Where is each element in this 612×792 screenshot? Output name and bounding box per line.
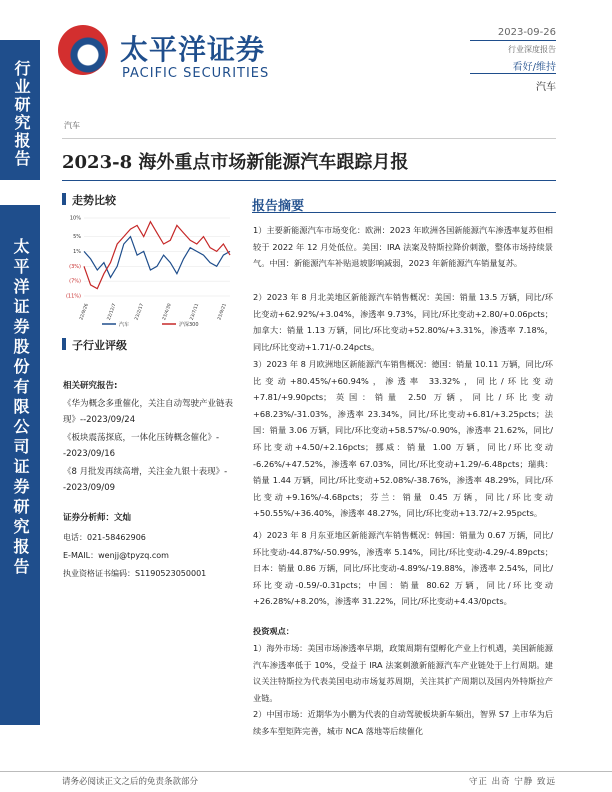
category-label: 汽车 <box>64 121 80 130</box>
rating-section-bar <box>62 338 66 350</box>
related-report-3[interactable]: 《8 月批发再续高增，关注金九银十表现》--2023/09/09 <box>63 467 228 493</box>
summary-para-4: 4）2023 年 8 月东亚地区新能源汽车销售概况：韩国：销量为 0.67 万辆，同比/环比变动-44.87%/-50.99%，渗透率 5.14%，同比/环比变动-4.29/-4.89pcts；日本：销量 0.86 万辆，同比/环比变动-4.89%/-19.88%，渗透率 2.54%，同比/环比变动-0.59/-0.31pcts；中国：销量 80.62 万辆，同比/环比变动+26.28%/+8.20%，渗透率 31.22%，同比/环比变动+4.43/0pcts。 <box>253 530 553 607</box>
summary-divider <box>252 212 556 213</box>
title-divider-bottom <box>62 180 556 181</box>
industry-rating: 看好/维持 <box>512 62 556 73</box>
y-tick-label: (3%) <box>69 263 81 270</box>
x-tick-label: 23/7/11 <box>189 302 201 321</box>
rating-section-title: 子行业评级 <box>72 339 127 352</box>
y-tick-label: 1% <box>73 248 81 255</box>
related-report-1[interactable]: 《华为概念多重催化，关注自动驾驶产业链表现》--2023/09/24 <box>63 399 234 425</box>
analyst-name: 证券分析师：文灿 <box>63 513 132 523</box>
header-divider-1 <box>470 40 556 41</box>
report-type: 行业深度报告 <box>508 45 556 54</box>
summary-para-5: 1）海外市场：美国市场渗透率早期，政策周期有望孵化产业上行机遇，美国新能源汽车渗透率低于 10%，受益于 IRA 法案刺激新能源汽车产业链处于上行周期。建议关注特斯拉为代表美国电动市场复苏周期，关注其扩产周期以及国内外特斯拉产业链。 <box>253 643 553 703</box>
company-logo-icon <box>58 25 108 75</box>
trend-section-title: 走势比较 <box>72 194 116 207</box>
y-tick-label: 5% <box>73 234 81 241</box>
footer-divider <box>0 771 612 772</box>
page-title: 2023-8 海外重点市场新能源汽车跟踪月报 <box>62 152 409 173</box>
trend-chart <box>62 212 237 332</box>
footer-motto: 守正 出奇 宁静 致远 <box>468 777 556 787</box>
y-tick-label: (11%) <box>65 293 81 300</box>
x-tick-label: 23/4/30 <box>162 302 173 321</box>
legend-label: 汽车 <box>119 322 130 328</box>
analyst-license: 执业资格证书编码：S1190523050001 <box>63 569 207 578</box>
x-tick-label: 22/9/26 <box>79 302 90 321</box>
y-tick-label: 10% <box>69 215 81 222</box>
header-divider-2 <box>470 73 556 74</box>
summary-para-2: 2）2023 年 8 月北美地区新能源汽车销售概况：美国：销量 13.5 万辆，同比/环比变动+62.92%/+3.04%，渗透率 9.73%，同比/环比变动+2.80/+0.06pcts；加拿大：销量 1.13 万辆，同比/环比变动+52.80%/+3.31%，渗透率 7.18%，同比/环比变动+1.71/-0.24pcts。 <box>253 292 553 352</box>
analyst-email[interactable]: E-MAIL：wenjj@tpyzq.com <box>63 551 169 560</box>
side-label-top: 行业研究报告 <box>12 60 31 168</box>
analyst-phone: 电话：021-58462906 <box>63 533 146 542</box>
summary-para-6: 2）中国市场：近期华为小鹏为代表的自动驾驶板块新车频出，智界 S7 上市华为后续多车型矩阵完善，城市 NCA 落地等后续催化 <box>253 709 553 736</box>
summary-para-1: 1）主要新能源汽车市场变化：欧洲：2023 年欧洲各国新能源汽车渗透率复苏但相较于 2022 年 12 月处低位。美国：IRA 法案及特斯拉降价刺激，整体市场持续景气。中国：新能源汽车补贴退坡影响减弱，2023 年新能源汽车销量复苏。 <box>253 225 553 269</box>
y-tick-label: (7%) <box>69 278 81 285</box>
footer-disclaimer: 请务必阅读正文之后的免责条款部分 <box>62 777 199 787</box>
side-label-bottom: 太平洋证券股份有限公司证券研究报告 <box>11 238 30 578</box>
x-tick-label: 22/12/7 <box>106 302 118 321</box>
invest-heading: 投资观点： <box>253 626 294 636</box>
logo-name-en: PACIFIC SECURITIES <box>122 66 270 81</box>
x-tick-label: 23/2/17 <box>134 302 146 321</box>
trend-section-bar <box>62 193 66 205</box>
x-tick-label: 23/9/21 <box>217 302 228 321</box>
related-report-2[interactable]: 《板块震荡探底，一体化压铸概念催化》--2023/09/16 <box>63 433 220 459</box>
legend-label: 沪深300 <box>179 322 199 328</box>
series-line <box>84 222 230 289</box>
summary-heading: 报告摘要 <box>252 199 305 214</box>
related-reports-heading: 相关研究报告: <box>63 381 118 391</box>
summary-para-3: 3）2023 年 8 月欧洲地区新能源汽车销售概况：德国：销量 10.11 万辆，同比/环比变动+80.45%/+60.94%，渗透率 33.32%，同比/环比变动+7.81/+9.90pcts；英国：销量 2.50 万辆，同比/环比变动+68.23%/-31.03%，渗透率 23.34%，同比/环比变动+6.81/+3.25pcts；法国：销量 3.06 万辆，同比/环比变动+58.57%/-0.90%，渗透率 21.62%，同比/环比变动+4.50/+2.16pcts；挪威：销量 1.00 万辆，同比/环比变动 -6.26%/+47.52%，渗透率 67.03%，同比/环比变动+1.29/-6.48pcts；瑞典：销量 1.44 万辆，同比/环比变动+52.08%/-38.76%，渗透率 48.29%，同比/环比变动+9.16%/-4.68pcts；芬兰：销量 0.45 万辆，同比/环比变动+50.55%/+36.40%，渗透率 48.27%，同比/环比变动+13.72/+2.95pcts。 <box>253 359 553 519</box>
logo-name-cn: 太平洋证券 <box>120 33 266 66</box>
industry-name: 汽车 <box>536 82 556 93</box>
title-divider-top <box>62 138 556 139</box>
report-date: 2023-09-26 <box>497 27 556 38</box>
